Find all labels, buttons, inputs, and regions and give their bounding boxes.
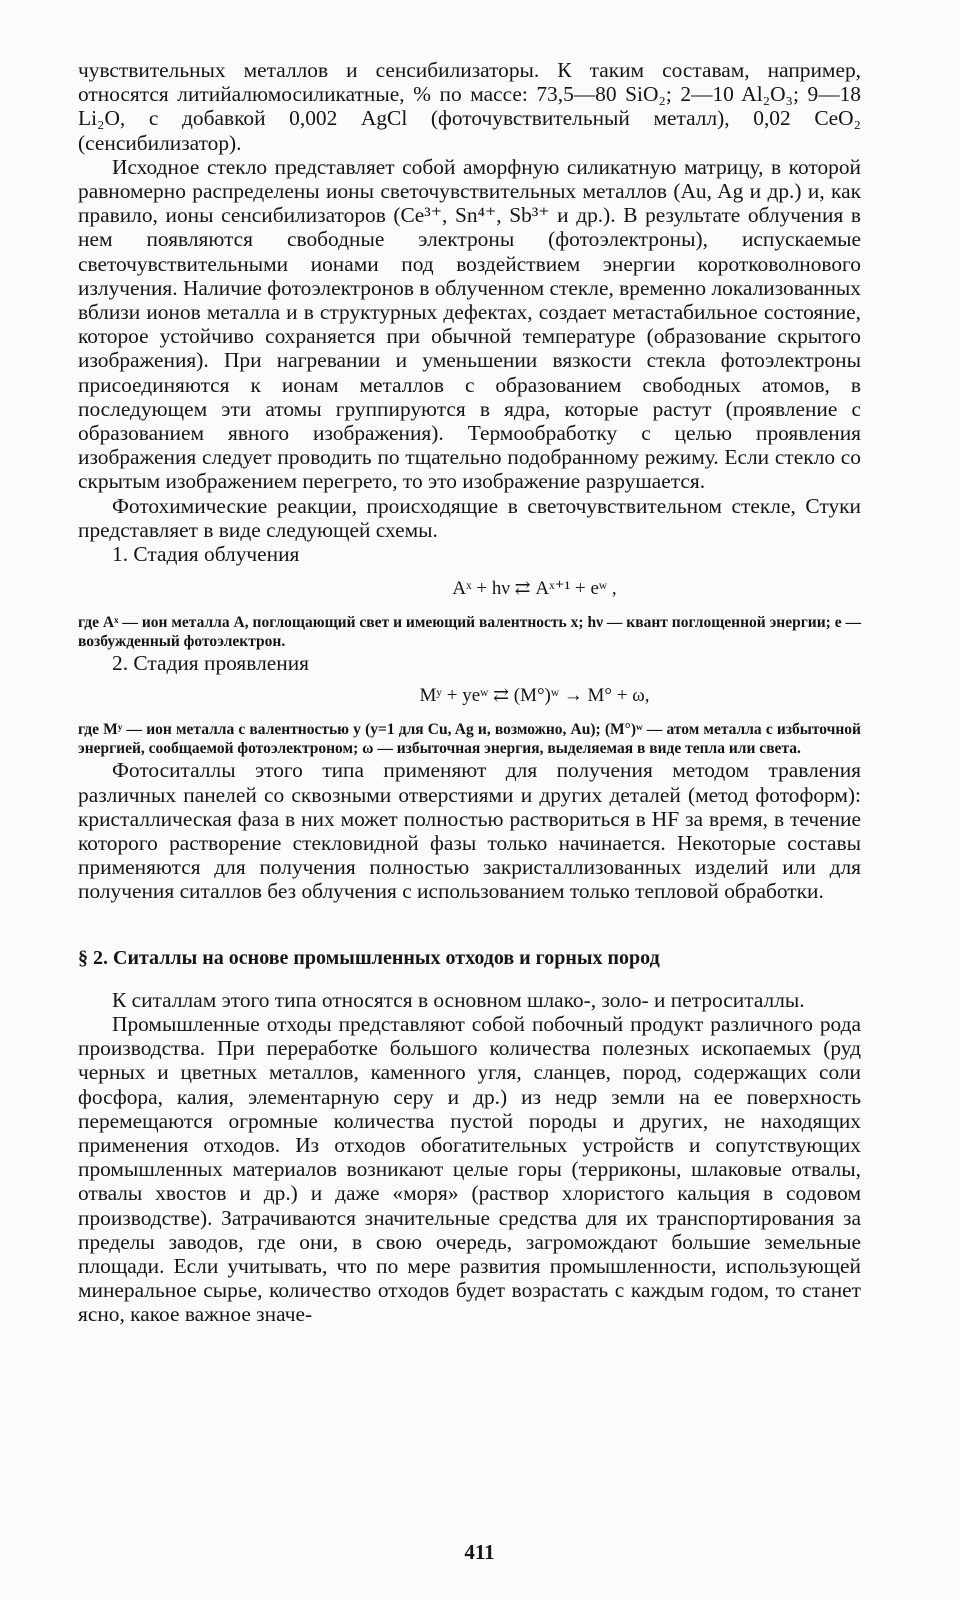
stage-2-title: 2. Стадия проявления bbox=[112, 651, 309, 676]
formula-development: Mʸ + yeʷ ⇄ (M°)ʷ → M° + ω, bbox=[419, 685, 650, 707]
paragraph-continuation: чувствительных металлов и сенсибилизаторы. К таким составам, например, относятся литийалюмосиликатные, % по массе: 73,5—80 SiO₂; 2—10 Al₂O₃; 9—18 Li₂O, с добавкой 0,002 AgCl (фоточувствительный металл), 0,02 CeO₂ (сенсибилизатор). bbox=[78, 58, 861, 155]
text-column bbox=[78, 58, 861, 1327]
formula-2-legend: где Mʸ — ион металла с валентностью y (y=1 для Cu, Ag и, возможно, Au); (M°)ʷ — атом металла с избыточной энергией, сообщаемой фотоэлектроном; ω — избыточная энергия, выделяемая в виде тепла или света. bbox=[78, 721, 861, 757]
formula-irradiation: Aˣ + hν ⇄ Aˣ⁺¹ + eʷ , bbox=[452, 578, 617, 600]
paragraph-section-intro: К ситаллам этого типа относятся в основном шлако-, золо- и петроситаллы. bbox=[112, 987, 805, 1012]
stage-1-title: 1. Стадия облучения bbox=[112, 542, 300, 567]
paragraph-initial-glass: Исходное стекло представляет собой аморфную силикатную матрицу, в которой равномерно распределены ионы светочувствительных металлов (Au, Ag и др.) и, как правило, ионы сенсибилизаторов (Ce³⁺, Sn⁴⁺, Sb³⁺ и др.). В результате облучения в нем появляются свободные электроны (фотоэлектроны), испускаемые светочувствительными ионами под воздействием энергии коротковолнового излучения. Наличие фотоэлектронов в облученном стекле, временно локализованных вблизи ионов металла и в структурных дефектах, создает метастабильное состояние, которое устойчиво сохраняется при обычной температуре (образование скрытого изображения). При нагревании и уменьшении вязкости стекла фотоэлектроны присоединяются к ионам металлов с образованием свободных атомов, в последующем эти атомы группируются в ядра, которые растут (проявление с образованием явного изображения). Термообработку с целью проявления изображения следует проводить по тщательно подобранному режиму. Если стекло со скрытым изображением перегрето, то это изображение разрушается. bbox=[78, 154, 861, 494]
section-heading: § 2. Ситаллы на основе промышленных отходов и горных пород bbox=[78, 946, 660, 969]
page-number: 411 bbox=[464, 1540, 495, 1564]
paragraph-photochemical: Фотохимические реакции, происходящие в светочувствительном стекле, Стуки представляет в виде следующей схемы. bbox=[78, 493, 861, 542]
paragraph-photositalls: Фотоситаллы этого типа применяют для получения методом травления различных панелей со сквозными отверстиями и других деталей (метод фотоформ): кристаллическая фаза в них может полностью раствориться в HF за время, в течение которого растворение стекловидной фазы только начинается. Некоторые составы применяются для получения полностью закристаллизованных изделий или для получения ситаллов без облучения с использованием только тепловой обработки. bbox=[78, 758, 861, 904]
paragraph-industrial-waste: Промышленные отходы представляют собой побочный продукт различного рода производства. При переработке большого количества полезных ископаемых (руд черных и цветных металлов, каменного угля, сланцев, пород, содержащих соли фосфора, калия, элементарную серу и др.) из недр земли на ее поверхность перемещаются огромные количества пустой породы и других, не находящих применения отходов. Из отходов обогатительных устройств и сопутствующих промышленных материалов возникают целые горы (терриконы, шлаковые отвалы, отвалы хвостов и др.) и даже «моря» (раствор хлористого кальция в содовом производстве). Затрачиваются значительные средства для их транспортирования за пределы заводов, где они, в свою очередь, загромождают большие земельные площади. Если учитывать, что по мере развития промышленности, использующей минеральное сырье, количество отходов будет возрастать с каждым годом, то станет ясно, какое важное значе- bbox=[78, 1011, 861, 1327]
formula-1-legend: где Aˣ — ион металла A, поглощающий свет и имеющий валентность x; hν — квант поглощенной энергии; e — возбужденный фотоэлектрон. bbox=[78, 614, 861, 650]
